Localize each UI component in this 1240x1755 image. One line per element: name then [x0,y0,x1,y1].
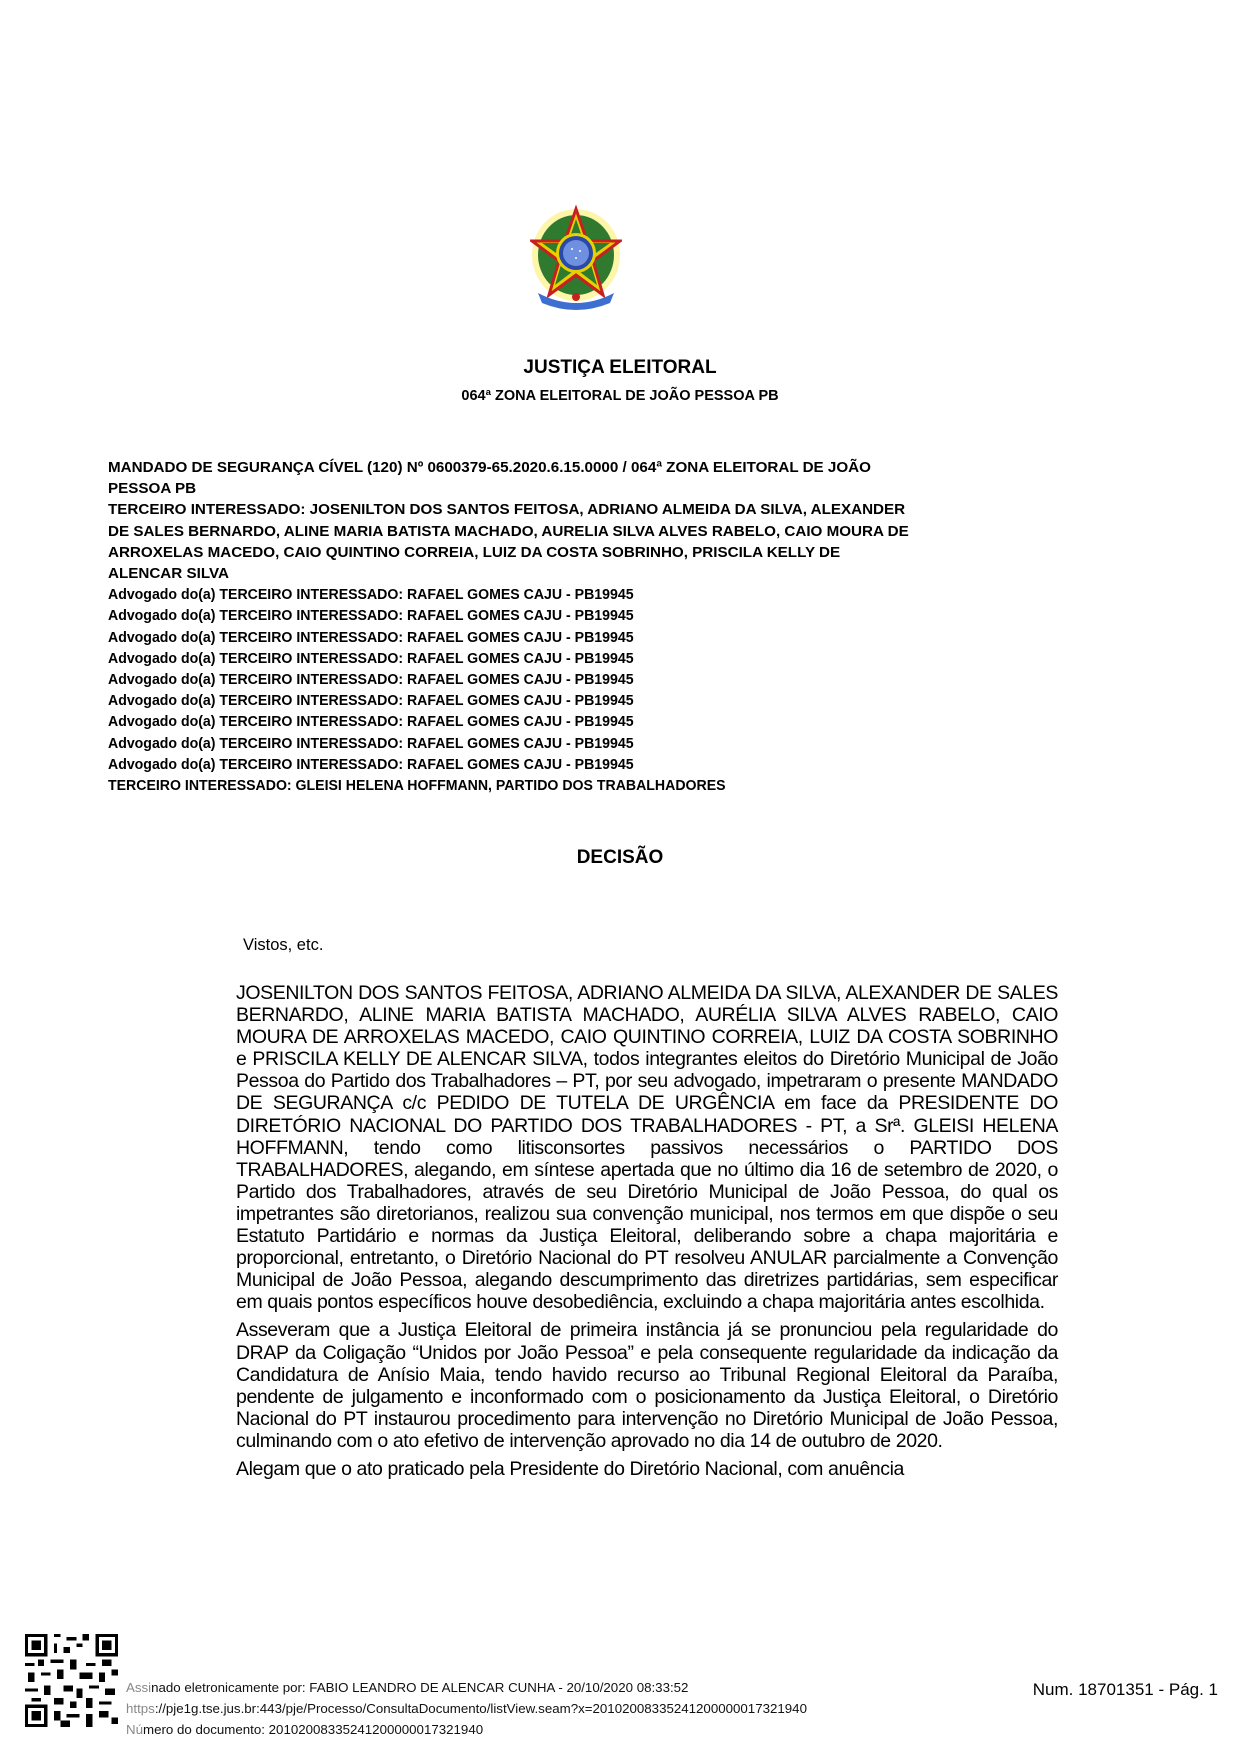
lawyer-line: Advogado do(a) TERCEIRO INTERESSADO: RAFAEL GOMES CAJU - PB19945 [108,649,634,667]
lawyer-line: Advogado do(a) TERCEIRO INTERESSADO: RAFAEL GOMES CAJU - PB19945 [108,671,634,689]
document-url-link[interactable]: https://pje1g.tse.jus.br:443/pje/Processo/ConsultaDocumento/listView.seam?x=20102008335241200000017321940 [126,1701,807,1716]
signed-by-line: Assinado eletronicamente por: FABIO LEANDRO DE ALENCAR CUNHA - 20/10/2020 08:33:52 [126,1680,689,1695]
case-header [108,457,1068,796]
lawyer-line: Advogado do(a) TERCEIRO INTERESSADO: RAFAEL GOMES CAJU - PB19945 [108,586,634,604]
decision-opening: Vistos, etc. [243,936,324,954]
lawyer-line: Advogado do(a) TERCEIRO INTERESSADO: RAFAEL GOMES CAJU - PB19945 [108,713,634,731]
lawyer-line: Advogado do(a) TERCEIRO INTERESSADO: RAFAEL GOMES CAJU - PB19945 [108,607,634,625]
decision-paragraph: Asseveram que a Justiça Eleitoral de primeira instância já se pronunciou pela regularidade do DRAP da Coligação “Unidos por João Pessoa” e pela consequente regularidade da indicação da Candidatura de Anísio Maia, tendo havido recurso ao Tribunal Regional Eleitoral da Paraíba, pendente de julgamento e inconformado com o posicionamento da Justiça Eleitoral, o Diretório Nacional do PT instaurou procedimento para intervenção no Diretório Municipal de João Pessoa, culminando com o ato efetivo de intervenção aprovado no dia 14 de outubro de 2020. [236,1319,1058,1452]
case-header-line: TERCEIRO INTERESSADO: JOSENILTON DOS SANTOS FEITOSA, ADRIANO ALMEIDA DA SILVA, ALEXANDER [108,501,906,519]
third-party-line: TERCEIRO INTERESSADO: GLEISI HELENA HOFFMANN, PARTIDO DOS TRABALHADORES [108,777,726,795]
case-header-line: PESSOA PB [108,480,197,498]
brazil-coat-of-arms-icon [530,205,622,315]
case-header-line: ARROXELAS MACEDO, CAIO QUINTINO CORREIA, LUIZ DA COSTA SOBRINHO, PRISCILA KELLY DE [108,543,841,561]
case-header-line: MANDADO DE SEGURANÇA CÍVEL (120) Nº 0600379-65.2020.6.15.0000 / 064ª ZONA ELEITORAL DE JOÃO [108,459,871,476]
qr-code-icon[interactable] [25,1634,118,1727]
decision-title: DECISÃO [576,847,664,868]
document-number-line: Número do documento: 20102008335241200000017321940 [126,1722,484,1737]
lawyer-line: Advogado do(a) TERCEIRO INTERESSADO: RAFAEL GOMES CAJU - PB19945 [108,628,634,646]
lawyer-line: Advogado do(a) TERCEIRO INTERESSADO: RAFAEL GOMES CAJU - PB19945 [108,755,634,773]
case-header-line: DE SALES BERNARDO, ALINE MARIA BATISTA MACHADO, AURELIA SILVA ALVES RABELO, CAIO MOURA DE [108,522,909,540]
decision-paragraph: JOSENILTON DOS SANTOS FEITOSA, ADRIANO ALMEIDA DA SILVA, ALEXANDER DE SALES BERNARDO, ALINE MARIA BATISTA MACHADO, AURÉLIA SILVA ALVES RABELO, CAIO MOURA DE ARROXELAS MACEDO, CAIO QUINTINO CORREIA, LUIZ DA COSTA SOBRINHO e PRISCILA KELLY DE ALENCAR SILVA, todos integrantes eleitos do Diretório Municipal de João Pessoa do Partido dos Trabalhadores – PT, por seu advogado, impetraram o presente MANDADO DE SEGURANÇA c/c PEDIDO DE TUTELA DE URGÊNCIA em face da PRESIDENTE DO DIRETÓRIO NACIONAL DO PARTIDO DOS TRABALHADORES - PT, a Srª. GLEISI HELENA HOFFMANN, tendo como litisconsortes passivos necessários o PARTIDO DOS TRABALHADORES, alegando, em síntese apertada que no último dia 16 de setembro de 2020, o Partido dos Trabalhadores, através de seu Diretório Municipal de João Pessoa, do qual os impetrantes são diretorianos, realizou sua convenção municipal, nos termos em que dispõe o seu Estatuto Partidário e normas da Justiça Eleitoral, deliberando sobre a chapa majoritária e proporcional, entretanto, o Diretório Nacional do PT resolveu ANULAR parcialmente a Convenção Municipal de João Pessoa, alegando descumprimento das diretrizes partidárias, sem especificar em quais pontos específicos houve desobediência, excluindo a chapa majoritária antes escolhida. [236,982,1058,1314]
page-number: Num. 18701351 - Pág. 1 [1032,1680,1218,1699]
case-header-line: ALENCAR SILVA [108,565,229,583]
lawyer-line: Advogado do(a) TERCEIRO INTERESSADO: RAFAEL GOMES CAJU - PB19945 [108,692,634,710]
court-title: JUSTIÇA ELEITORAL [523,357,717,378]
lawyer-line: Advogado do(a) TERCEIRO INTERESSADO: RAFAEL GOMES CAJU - PB19945 [108,734,634,752]
decision-body [236,982,1058,1486]
court-subtitle: 064ª ZONA ELEITORAL DE JOÃO PESSOA PB [461,388,779,404]
signature-info [126,1677,807,1740]
decision-paragraph: Alegam que o ato praticado pela Presidente do Diretório Nacional, com anuência [236,1457,904,1480]
